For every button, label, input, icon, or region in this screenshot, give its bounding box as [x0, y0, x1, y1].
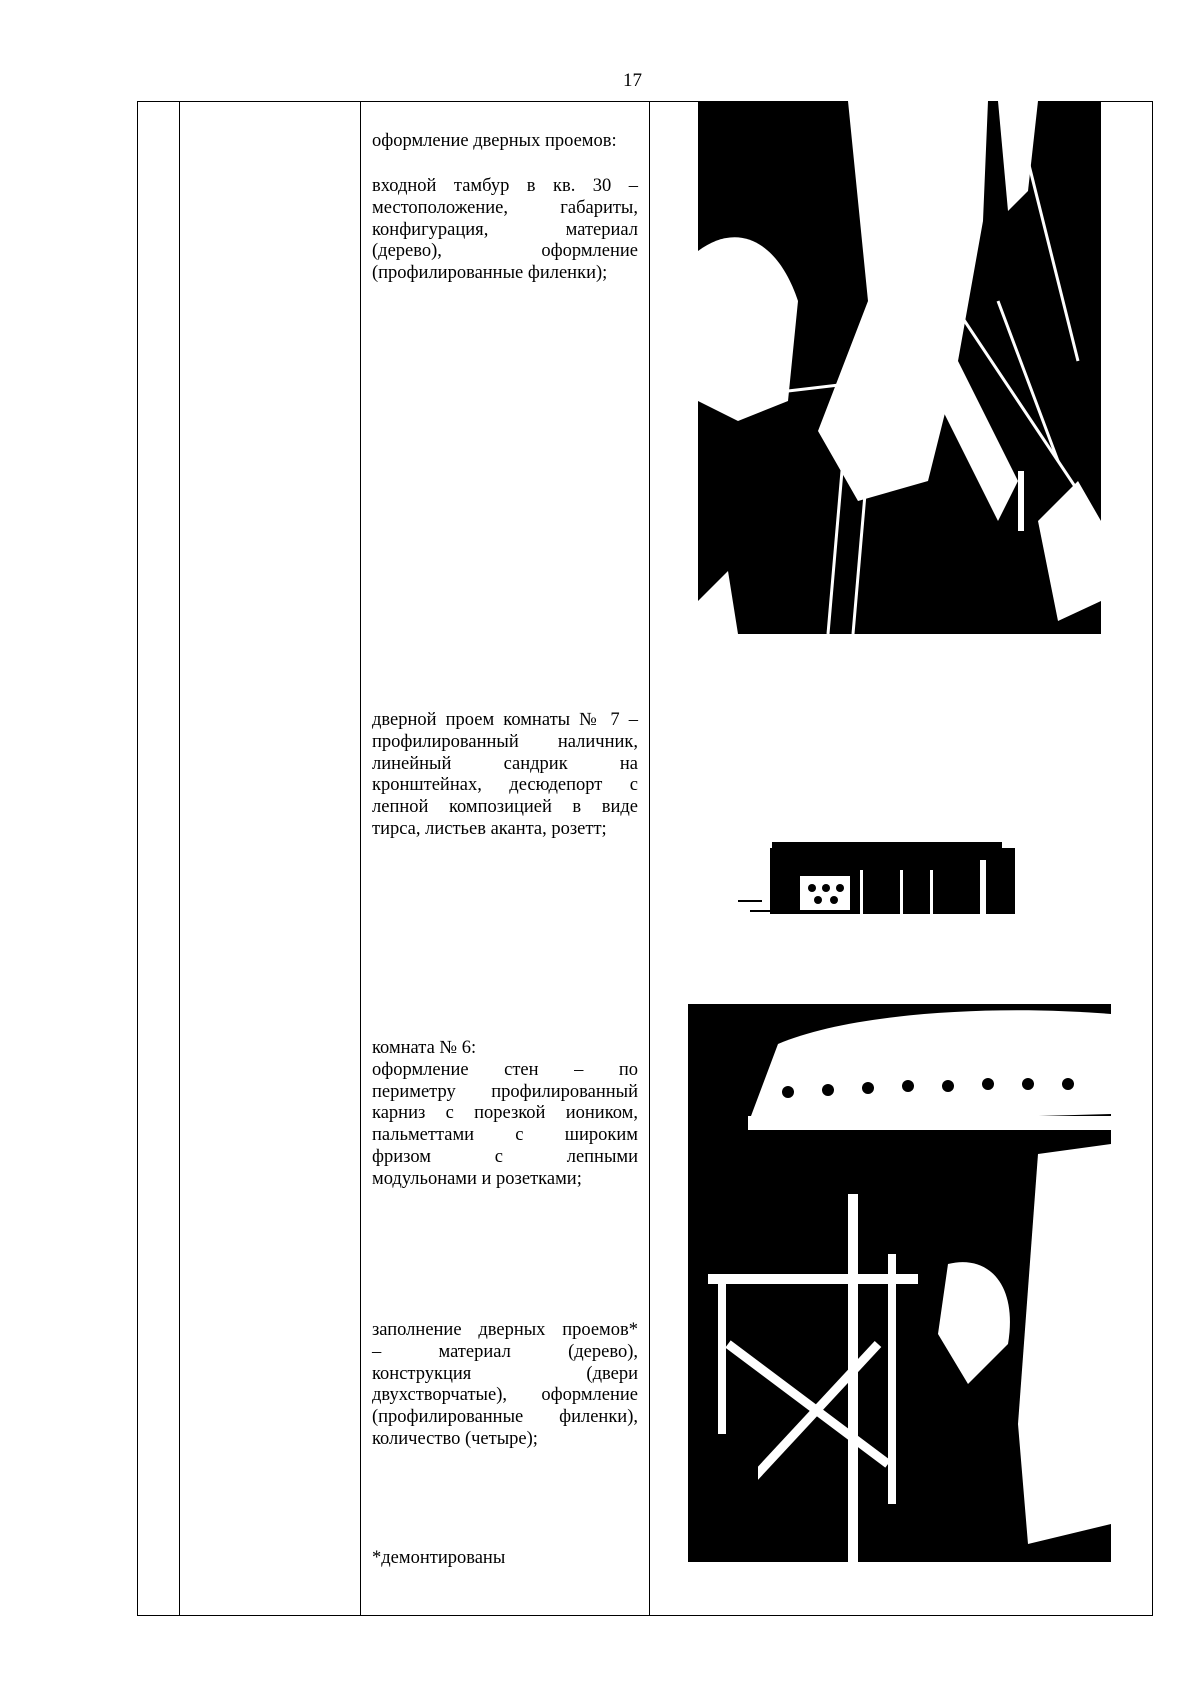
text-line: входной тамбур в кв. 30 –	[372, 176, 638, 196]
text-line: профилированный наличник,	[372, 731, 638, 752]
text-block-footnote	[372, 1548, 638, 1570]
text-block-room-6	[372, 1038, 638, 1191]
text-block-door-room-7	[372, 710, 638, 841]
text-line: оформление дверных проемов:	[372, 131, 617, 151]
text-line: комната № 6:	[372, 1038, 477, 1058]
text-line: *демонтированы	[372, 1548, 506, 1568]
photo-entrance-vestibule	[698, 101, 1101, 634]
photo-room-6-cornice	[688, 1004, 1111, 1562]
page-number: 17	[623, 70, 642, 91]
text-line: конструкция (двери	[372, 1363, 638, 1384]
column-divider	[179, 102, 180, 1615]
text-line: заполнение дверных проемов*	[372, 1320, 638, 1340]
text-block-entrance-vestibule	[372, 176, 638, 285]
text-line: тирса, листьев аканта, розетт;	[372, 818, 607, 839]
text-line: оформление стен – по	[372, 1059, 638, 1080]
text-line: карниз с порезкой иоником,	[372, 1103, 638, 1124]
photo-door-opening-room-7	[730, 840, 1015, 914]
text-line: двухстворчатые), оформление	[372, 1385, 638, 1406]
text-line: количество (четыре);	[372, 1428, 538, 1449]
text-line: фризом с лепными	[372, 1146, 638, 1167]
text-line: дверной проем комнаты № 7 –	[372, 710, 638, 730]
column-divider	[360, 102, 361, 1615]
text-line: линейный сандрик на	[372, 753, 638, 774]
text-block-door-openings-heading	[372, 131, 638, 153]
text-line: местоположение, габариты,	[372, 197, 638, 218]
text-line: лепной композицией в виде	[372, 797, 638, 818]
text-line: (профилированные филенки),	[372, 1407, 638, 1428]
text-block-door-fillings	[372, 1320, 638, 1451]
text-line: конфигурация, материал	[372, 219, 638, 240]
text-line: (дерево), оформление	[372, 241, 638, 262]
column-divider	[649, 102, 650, 1615]
text-line: (профилированные филенки);	[372, 263, 608, 284]
text-line: периметру профилированный	[372, 1081, 638, 1102]
text-line: модульонами и розетками;	[372, 1168, 582, 1189]
text-line: кронштейнах, десюдепорт с	[372, 775, 638, 796]
text-line: пальметтами с широким	[372, 1125, 638, 1146]
text-line: – материал (дерево),	[372, 1341, 638, 1362]
